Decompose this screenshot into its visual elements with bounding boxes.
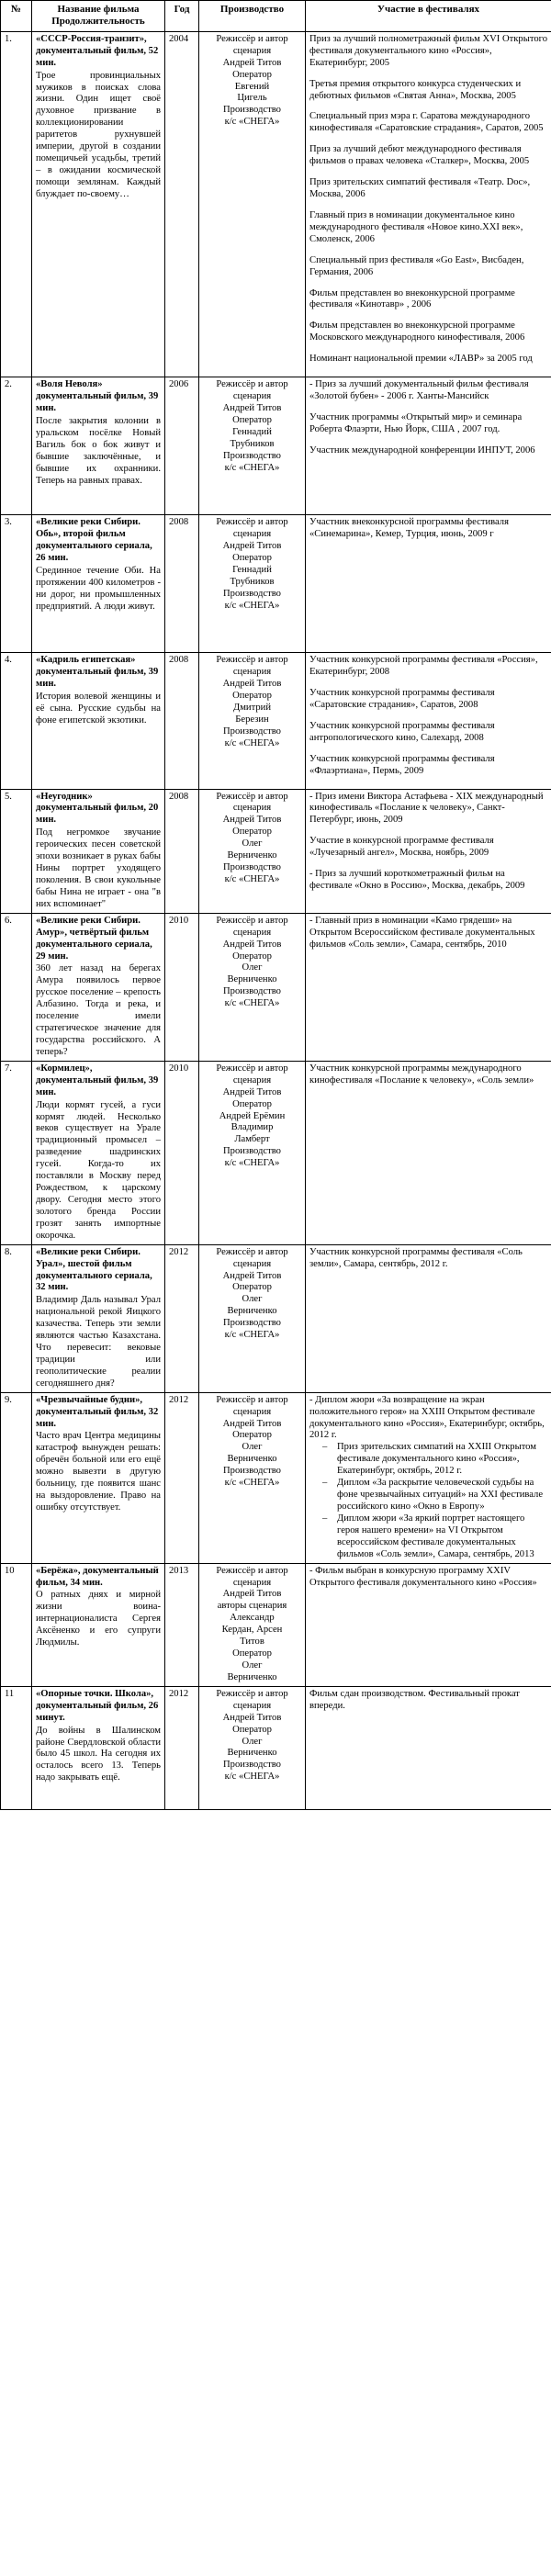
film-row — [1, 31, 551, 377]
film-title: «Великие реки Сибири. Обь», второй фильм документального сериала, 26 мин. — [36, 517, 152, 563]
film-number: 3. — [1, 515, 32, 653]
film-festivals — [306, 1392, 551, 1563]
production-line: Производство — [223, 726, 281, 737]
production-line: Геннадий — [232, 564, 272, 575]
production-line: к/с «СНЕГА» — [224, 600, 280, 611]
production-line: Евгений — [234, 81, 270, 92]
film-row — [1, 1563, 551, 1686]
film-year: 2012 — [165, 1392, 199, 1563]
film-title: «Опорные точки. Школа», документальный фильм, 26 минут. — [36, 1688, 159, 1723]
festival-list — [309, 1442, 547, 1560]
film-row — [1, 1392, 551, 1563]
film-description: Срединное течение Оби. На протяжении 400 километров - ни дорог, ни промышленных предприятий. А люди живут. — [36, 565, 161, 612]
production-line: Производство — [223, 588, 281, 599]
festival-entry: Главный приз в номинации документальное кино международного фестиваля «Новое кино.XXI век», Смоленск, 2006 — [309, 209, 523, 244]
film-title: «Великие реки Сибири. Урал», шестой фильм документального сериала, 32 мин. — [36, 1246, 152, 1293]
festival-entry: - Фильм выбран в конкурсную программу XXIV Открытого фестиваля документального кино «Россия» — [309, 1565, 537, 1588]
festival-entry: Участник конкурсной программы фестиваля «Флаэртиана», Пермь, 2009 — [309, 753, 495, 776]
festival-entry: - Диплом жюри «За возвращение на экран положительного героя» на XXIII Открытом фестивале документального кино «Россия», Екатеринбург, октябрь, 2012 г. — [309, 1394, 545, 1441]
film-production — [199, 31, 306, 377]
festival-entry: Участник внеконкурсной программы фестиваля «Синемарина», Кемер, Турция, июнь, 2009 г — [309, 517, 509, 540]
film-production — [199, 789, 306, 913]
production-line: Геннадий — [232, 426, 272, 437]
production-line: Режиссёр и автор сценария — [216, 1063, 288, 1086]
film-production — [199, 1244, 306, 1392]
film-description: Люди кормят гусей, а гуси кормят людей. Несколько веков существует на Урале традиционный промысел – разведение шадринских гусей. Когда-то их поставляли в Москву перед Рождеством, к царскому двору. Сегодня место этого золотого бренда России грозят занять импортные окорочка. — [36, 1099, 161, 1241]
festival-entry: Приз зрительских симпатий фестиваля «Театр. Doc», Москва, 2006 — [309, 177, 531, 200]
festival-entry: Номинант национальной премии «ЛАВР» за 2005 год — [309, 354, 533, 365]
film-festivals — [306, 789, 551, 913]
film-title-cell — [32, 1392, 165, 1563]
production-line: Оператор — [232, 69, 272, 80]
film-number: 10 — [1, 1563, 32, 1686]
film-number: 4. — [1, 653, 32, 789]
production-line: Березин — [235, 714, 269, 725]
production-line: Производство — [223, 105, 281, 116]
film-title: «Берёжа», документальный фильм, 34 мин. — [36, 1565, 159, 1588]
film-title-cell — [32, 1061, 165, 1244]
production-line: Андрей Титов — [222, 1418, 282, 1429]
production-line: Оператор — [232, 1648, 272, 1659]
production-line: Производство — [223, 1318, 281, 1329]
film-year: 2008 — [165, 653, 199, 789]
production-line: Режиссёр и автор сценария — [216, 655, 288, 678]
header-num: № — [1, 1, 32, 32]
film-title: «Неугодник» документальный фильм, 20 мин. — [36, 791, 159, 826]
production-line: Режиссёр и автор сценария — [216, 1565, 288, 1588]
film-title-cell — [32, 1244, 165, 1392]
festival-entry: Приз за лучший дебют международного фестиваля фильмов о правах человека «Сталкер», Москва, 2005 — [309, 144, 530, 167]
production-line: Дмитрий — [233, 702, 271, 713]
film-year: 2008 — [165, 515, 199, 653]
production-line: Производство — [223, 1146, 281, 1157]
film-number: 11 — [1, 1686, 32, 1809]
film-festivals — [306, 1244, 551, 1392]
film-production — [199, 1392, 306, 1563]
production-line: Оператор — [232, 1430, 272, 1441]
film-festivals — [306, 1061, 551, 1244]
production-line: Олег — [242, 962, 263, 973]
production-line: к/с «СНЕГА» — [224, 1330, 280, 1341]
production-line: Оператор — [232, 951, 272, 962]
production-line: Оператор — [232, 552, 272, 563]
production-line: Андрей Ерёмин — [219, 1110, 286, 1121]
film-row — [1, 1686, 551, 1809]
production-line: Оператор — [232, 1724, 272, 1735]
production-line: Производство — [223, 986, 281, 997]
film-year: 2012 — [165, 1686, 199, 1809]
production-line: Режиссёр и автор сценария — [216, 1246, 288, 1269]
film-festivals — [306, 653, 551, 789]
production-line: Верниченко — [227, 1671, 277, 1682]
production-line: Олег — [242, 1736, 263, 1747]
production-line: Трубников — [230, 438, 275, 449]
production-line: Режиссёр и автор сценария — [216, 517, 288, 540]
film-festivals — [306, 913, 551, 1061]
festival-entry: Участник конкурсной программы фестиваля «Соль земли», Самара, сентябрь, 2012 г. — [309, 1246, 523, 1269]
production-line: Режиссёр и автор сценария — [216, 791, 288, 814]
film-description: О ратных днях и мирной жизни воина-интернационалиста Сергея Аксёненко и его супруги Людмилы. — [36, 1590, 161, 1648]
production-line: к/с «СНЕГА» — [224, 737, 280, 748]
film-number: 8. — [1, 1244, 32, 1392]
film-title: «Чрезвычайные будни», документальный фильм, 32 мин. — [36, 1394, 159, 1429]
film-title: «Кадриль египетская» документальный фильм, 39 мин. — [36, 655, 159, 690]
production-line: Олег — [242, 1660, 263, 1670]
festival-entry: Участник конкурсной программы фестиваля антропологического кино, Салехард, 2008 — [309, 720, 495, 743]
film-row — [1, 789, 551, 913]
film-production — [199, 1061, 306, 1244]
production-line: авторы сценария — [217, 1601, 287, 1612]
production-line: Режиссёр и автор сценария — [216, 33, 288, 56]
film-year: 2004 — [165, 31, 199, 377]
film-production — [199, 1563, 306, 1686]
film-title-cell — [32, 653, 165, 789]
film-title-cell — [32, 789, 165, 913]
festival-entry: Специальный приз фестиваля «Go East», Висбаден, Германия, 2006 — [309, 254, 524, 277]
festival-list-item: – Диплом «За раскрытие человеческой судьбы на фоне чрезвычайных ситуаций» на XXI фестивале российского кино «Окно в Европу» — [337, 1478, 547, 1513]
film-number: 7. — [1, 1061, 32, 1244]
festival-entry: - Приз имени Виктора Астафьева - XIX международный кинофестиваль «Послание к человеку», Санкт-Петербург, июнь, 2009 — [309, 791, 544, 826]
festival-entry: Специальный приз мэра г. Саратова международного кинофестиваля «Саратовские страдания», Саратов, 2005 — [309, 111, 544, 134]
production-line: Производство — [223, 862, 281, 873]
film-number: 1. — [1, 31, 32, 377]
film-description: История волевой женщины и её сына. Русские судьбы на фоне египетской экзотики. — [36, 691, 161, 726]
production-line: Андрей Титов — [222, 939, 282, 950]
festival-entry: Фильм представлен во внеконкурсной программе Московского международного кинофестиваля, 2006 — [309, 321, 525, 343]
production-line: Ламберт — [234, 1134, 270, 1145]
film-festivals — [306, 377, 551, 515]
festival-entry: Фильм сдан производством. Фестивальный прокат впереди. — [309, 1688, 520, 1711]
film-title: «Воля Неволя» документальный фильм, 39 мин. — [36, 379, 159, 414]
film-year: 2010 — [165, 1061, 199, 1244]
film-title: «СССР-Россия-транзит», документальный фильм, 52 мин. — [36, 33, 159, 68]
festival-entry: Третья премия открытого конкурса студенческих и дебютных фильмов «Святая Анна», Москва, 2005 — [309, 78, 522, 101]
production-line: Оператор — [232, 1098, 272, 1109]
film-number: 9. — [1, 1392, 32, 1563]
film-production — [199, 377, 306, 515]
production-line: Цигель — [237, 93, 267, 104]
film-festivals — [306, 1563, 551, 1686]
film-year: 2010 — [165, 913, 199, 1061]
production-line: Андрей Титов — [222, 541, 282, 552]
production-line: Верниченко — [227, 1306, 277, 1317]
film-row — [1, 377, 551, 515]
production-line: к/с «СНЕГА» — [224, 874, 280, 884]
film-description: После закрытия колонии в уральском посёлке Новый Вагиль бок о бок живут и бывшие заключённые, и бывшие их охранники. Теперь на равных правах. — [36, 415, 161, 486]
festival-list-item: – Диплом жюри «За яркий портрет настоящего героя нашего времени» на VI Открытом всероссийском фестивале документальных фильмов «Соль земли», Самара, сентябрь, 2013 — [337, 1513, 547, 1561]
film-title-cell — [32, 31, 165, 377]
film-production — [199, 913, 306, 1061]
film-row — [1, 653, 551, 789]
film-description: Владимир Даль называл Урал национальной рекой Яицкого казачества. Теперь эти земли являются частью Казахстана. Что перевесит: вековые традиции или геополитические реалии сегодняшнего дня? — [36, 1295, 161, 1389]
production-line: Владимир — [231, 1122, 274, 1133]
film-title-cell — [32, 1686, 165, 1809]
film-title-cell — [32, 515, 165, 653]
production-line: Андрей Титов — [222, 1712, 282, 1723]
header-festivals: Участие в фестивалях — [306, 1, 551, 32]
production-line: Олег — [242, 1294, 263, 1305]
production-line: Андрей Титов — [222, 1589, 282, 1600]
film-description: Часто врач Центра медицины катастроф вынужден решать: обречён больной или его ещё можно вывезти в другую больницу, где появится шанс на выздоровление. Право на ошибку отсутствует. — [36, 1431, 161, 1513]
production-line: Режиссёр и автор сценария — [216, 1394, 288, 1417]
production-line: к/с «СНЕГА» — [224, 1478, 280, 1489]
film-year: 2006 — [165, 377, 199, 515]
production-line: Оператор — [232, 1282, 272, 1293]
festival-entry: - Приз за лучший короткометражный фильм на фестивале «Окно в Россию», Москва, декабрь, 2009 — [309, 869, 525, 892]
production-line: Андрей Титов — [222, 1270, 282, 1281]
film-title: «Кормилец», документальный фильм, 39 мин. — [36, 1063, 159, 1097]
film-row — [1, 913, 551, 1061]
production-line: Олег — [242, 838, 263, 849]
production-line: к/с «СНЕГА» — [224, 1158, 280, 1169]
production-line: Верниченко — [227, 1748, 277, 1759]
production-line: к/с «СНЕГА» — [224, 462, 280, 473]
production-line: Олег — [242, 1442, 263, 1453]
film-description: 360 лет назад на берегах Амура появилось первое русское поселение – крепость Албазино. Тогда и река, и поселение имели стратегическое значение для государства российского. А теперь? — [36, 963, 161, 1057]
production-line: Александр — [230, 1613, 275, 1624]
production-line: Верниченко — [227, 850, 277, 861]
film-festivals — [306, 1686, 551, 1809]
production-line: Режиссёр и автор сценария — [216, 915, 288, 938]
film-row — [1, 515, 551, 653]
festival-entry: Участие в конкурсной программе фестиваля «Лучезарный ангел», Москва, ноябрь, 2009 — [309, 836, 494, 859]
production-line: Трубников — [230, 576, 275, 587]
production-line: к/с «СНЕГА» — [224, 998, 280, 1009]
film-year: 2013 — [165, 1563, 199, 1686]
film-year: 2012 — [165, 1244, 199, 1392]
production-line: Андрей Титов — [222, 57, 282, 68]
production-line: Кердан, Арсен — [221, 1625, 283, 1636]
production-line: к/с «СНЕГА» — [224, 117, 280, 128]
header-title: Название фильма Продолжительность — [32, 1, 165, 32]
film-festivals — [306, 515, 551, 653]
production-line: Производство — [223, 1466, 281, 1477]
header-production: Производство — [199, 1, 306, 32]
production-line: Оператор — [232, 690, 272, 701]
film-description: Под негромкое звучание героических песен советской эпохи возникает в руках бабы Нины портрет уходящего поколения. В свои кукольные бабы Нина не играет - она "в них вспоминает" — [36, 827, 161, 909]
film-production — [199, 653, 306, 789]
production-line: Андрей Титов — [222, 403, 282, 414]
film-row — [1, 1244, 551, 1392]
festival-entry: Участник конкурсной программы фестиваля «Саратовские страдания», Саратов, 2008 — [309, 688, 495, 710]
festival-list-item: – Приз зрительских симпатий на XXIII Открытом фестивале документального кино «Россия», Екатеринбург, октябрь, 2012 г. — [337, 1442, 547, 1478]
film-description: Трое провинциальных мужиков в поисках слова жизни. Один ищет своё духовное призвание в коллекционировании раритетов рухнувшей империи, другой в создании помещичьей усадьбы, третий – в ожидании космической помощи землянам. Каждый блуждает по-своему… — [36, 70, 161, 199]
table-header-row — [1, 1, 551, 32]
festival-entry: Приз за лучший полнометражный фильм XVI Открытого фестиваля документального кино «Россия», Екатеринбург, 2005 — [309, 33, 547, 68]
film-production — [199, 1686, 306, 1809]
film-festivals — [306, 31, 551, 377]
production-line: Андрей Титов — [222, 815, 282, 826]
production-line: Верниченко — [227, 1454, 277, 1465]
header-year: Год — [165, 1, 199, 32]
production-line: Производство — [223, 1760, 281, 1771]
festival-entry: Участник конкурсной программы международного кинофестиваля «Послание к человеку», «Соль земли» — [309, 1063, 534, 1086]
production-line: Верниченко — [227, 974, 277, 985]
film-number: 2. — [1, 377, 32, 515]
festival-entry: Участник конкурсной программы фестиваля «Россия», Екатеринбург, 2008 — [309, 655, 538, 678]
production-line: Режиссёр и автор сценария — [216, 1688, 288, 1711]
film-title-cell — [32, 1563, 165, 1686]
festival-entry: Участник международной конференции ИНПУТ, 2006 — [309, 444, 535, 456]
production-line: Оператор — [232, 414, 272, 425]
production-line: Андрей Титов — [222, 1086, 282, 1097]
production-line: Андрей Титов — [222, 679, 282, 690]
film-title-cell — [32, 377, 165, 515]
film-row — [1, 1061, 551, 1244]
film-title-cell — [32, 913, 165, 1061]
production-line: Производство — [223, 450, 281, 461]
film-production — [199, 515, 306, 653]
film-number: 6. — [1, 913, 32, 1061]
festival-entry: Фильм представлен во внеконкурсной программе фестиваля «Кинотавр» , 2006 — [309, 287, 515, 310]
production-line: Оператор — [232, 827, 272, 838]
production-line: Титов — [240, 1637, 264, 1648]
festival-entry: Участник программы «Открытый мир» и семинара Роберта Флаэрти, Нью Йорк, США , 2007 год. — [309, 412, 523, 434]
production-line: к/с «СНЕГА» — [224, 1772, 280, 1783]
festival-entry: - Приз за лучший документальный фильм фестиваля «Золотой бубен» - 2006 г. Ханты-Мансийск — [309, 379, 529, 402]
festival-entry: - Главный приз в номинации «Камо грядеши» на Открытом Всероссийском фестивале документальных фильмов «Соль земли», Самара, сентябрь, 2010 — [309, 915, 535, 950]
film-title: «Великие реки Сибири. Амур», четвёртый фильм документального сериала, 29 мин. — [36, 915, 152, 962]
film-year: 2008 — [165, 789, 199, 913]
production-line: Режиссёр и автор сценария — [216, 379, 288, 402]
film-number: 5. — [1, 789, 32, 913]
film-description: До войны в Шалинском районе Свердловской области было 45 школ. На сегодня их осталось всего 13. Теперь надо закрывать ещё. — [36, 1725, 161, 1783]
